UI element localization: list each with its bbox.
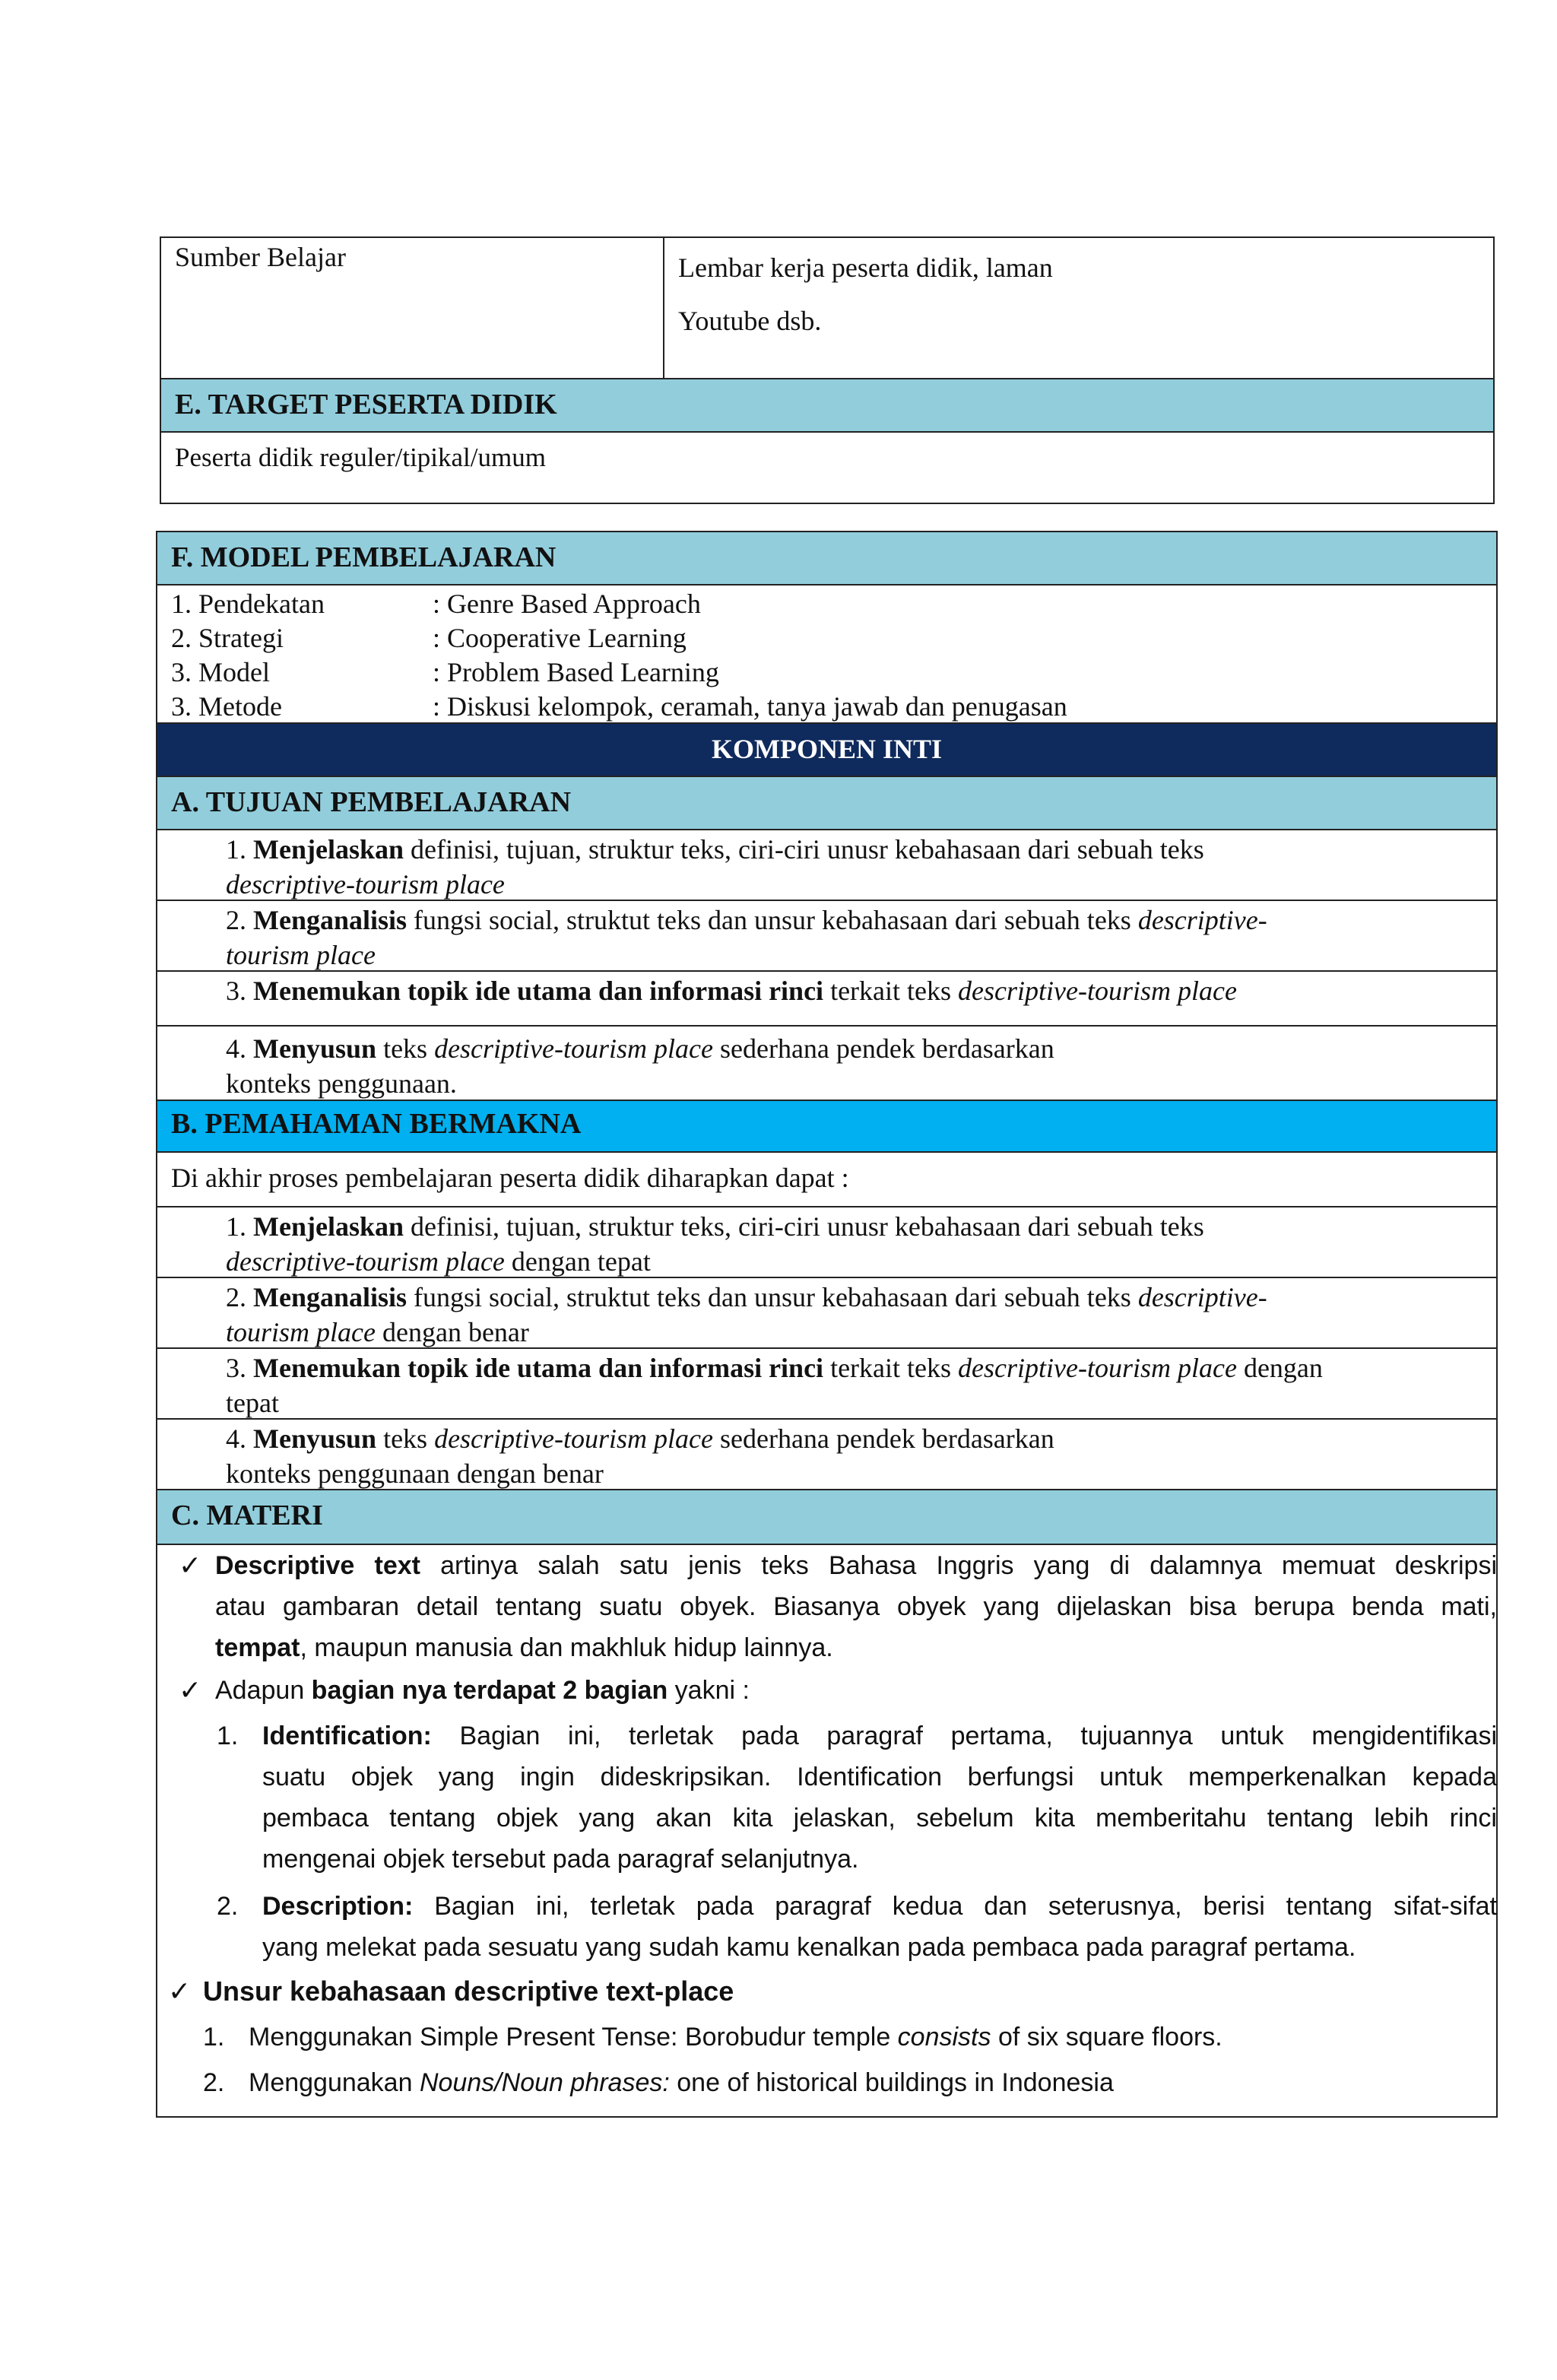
materi-line: suatu objek yang ingin dideskripsikan. Identification berfungsi untuk memperkenalkan kepada: [262, 1763, 1497, 1791]
tujuan-header: A. TUJUAN PEMBELAJARAN: [157, 777, 1496, 830]
materi-line: Descriptive text artinya salah satu jenis teks Bahasa Inggris yang di dalamnya memuat deskripsi: [215, 1551, 1497, 1580]
pemahaman-item: 4. Menyusun teks descriptive-tourism place sederhana pendek berdasarkan konteks penggunaan dengan benar: [157, 1420, 1496, 1490]
materi-number: 1.: [203, 2023, 225, 2052]
materi-line: Description: Bagian ini, terletak pada paragraf kedua dan seterusnya, berisi tentang sifat-sifat: [262, 1892, 1497, 1921]
tujuan-item: 2. Menganalisis fungsi social, struktut teks dan unsur kebahasaan dari sebuah teks descriptive- tourism place: [157, 901, 1496, 972]
target-value: Peserta didik reguler/tipikal/umum: [175, 443, 546, 472]
check-icon: ✓: [168, 1975, 192, 2007]
materi-line: mengenai objek tersebut pada paragraf selanjutnya.: [262, 1845, 859, 1874]
source-target-table: [160, 236, 1495, 504]
sumber-value: Lembar kerja peserta didik, laman Youtube dsb.: [678, 252, 1053, 336]
materi-body: [157, 1545, 1496, 2118]
model-item: 3. Model : Problem Based Learning: [171, 657, 719, 687]
materi-line: tempat, maupun manusia dan makhluk hidup lainnya.: [215, 1633, 833, 1662]
tujuan-item: 4. Menyusun teks descriptive-tourism place sederhana pendek berdasarkan konteks penggunaan.: [157, 1027, 1496, 1101]
komponen-inti-banner: KOMPONEN INTI: [157, 724, 1496, 777]
materi-number: 2.: [217, 1892, 239, 1921]
pemahaman-header: B. PEMAHAMAN BERMAKNA: [157, 1101, 1496, 1153]
materi-line: Menggunakan Simple Present Tense: Borobudur temple consists of six square floors.: [249, 2023, 1222, 2052]
sumber-row: [161, 238, 1493, 379]
model-header: F. MODEL PEMBELAJARAN: [157, 532, 1496, 585]
pemahaman-item: 2. Menganalisis fungsi social, struktut teks dan unsur kebahasaan dari sebuah teks descriptive- tourism place dengan benar: [157, 1278, 1496, 1349]
core-components-table: [156, 531, 1498, 2118]
pemahaman-intro: Di akhir proses pembelajaran peserta didik diharapkan dapat :: [157, 1153, 1496, 1207]
materi-number: 1.: [217, 1722, 239, 1750]
materi-number: 2.: [203, 2068, 225, 2097]
materi-line: Menggunakan Nouns/Noun phrases: one of historical buildings in Indonesia: [249, 2068, 1114, 2097]
materi-line: yang melekat pada sesuatu yang sudah kamu kenalkan pada pembaca pada paragraf pertama.: [262, 1933, 1356, 1962]
target-header: E. TARGET PESERTA DIDIK: [161, 379, 1493, 433]
model-item: 2. Strategi : Cooperative Learning: [171, 623, 687, 653]
model-list: [157, 585, 1496, 724]
materi-line: Unsur kebahasaan descriptive text-place: [203, 1975, 734, 2007]
tujuan-item: 1. Menjelaskan definisi, tujuan, struktur teks, ciri-ciri unusr kebahasaan dari sebuah teks descriptive-tourism place: [157, 830, 1496, 901]
materi-header: C. MATERI: [157, 1490, 1496, 1545]
materi-line: atau gambaran detail tentang suatu obyek. Biasanya obyek yang dijelaskan bisa berupa benda mati,: [215, 1592, 1497, 1621]
materi-line: Identification: Bagian ini, terletak pada paragraf pertama, tujuannya untuk mengidentifikasi: [262, 1722, 1497, 1750]
model-item: 3. Metode : Diskusi kelompok, ceramah, tanya jawab dan penugasan: [171, 691, 1067, 722]
tujuan-item: 3. Menemukan topik ide utama dan informasi rinci terkait teks descriptive-tourism place: [157, 972, 1496, 1027]
check-icon: ✓: [179, 1674, 202, 1706]
pemahaman-item: 1. Menjelaskan definisi, tujuan, struktur teks, ciri-ciri unusr kebahasaan dari sebuah teks descriptive-tourism place dengan tepat: [157, 1207, 1496, 1278]
materi-line: pembaca tentang objek yang akan kita jelaskan, sebelum kita memberitahu tentang lebih rinci: [262, 1804, 1497, 1833]
sumber-label: Sumber Belajar: [161, 238, 664, 378]
pemahaman-item: 3. Menemukan topik ide utama dan informasi rinci terkait teks descriptive-tourism place dengan tepat: [157, 1349, 1496, 1420]
materi-line: Adapun bagian nya terdapat 2 bagian yakni :: [215, 1676, 750, 1705]
check-icon: ✓: [179, 1550, 202, 1581]
model-item: 1. Pendekatan : Genre Based Approach: [171, 589, 701, 619]
